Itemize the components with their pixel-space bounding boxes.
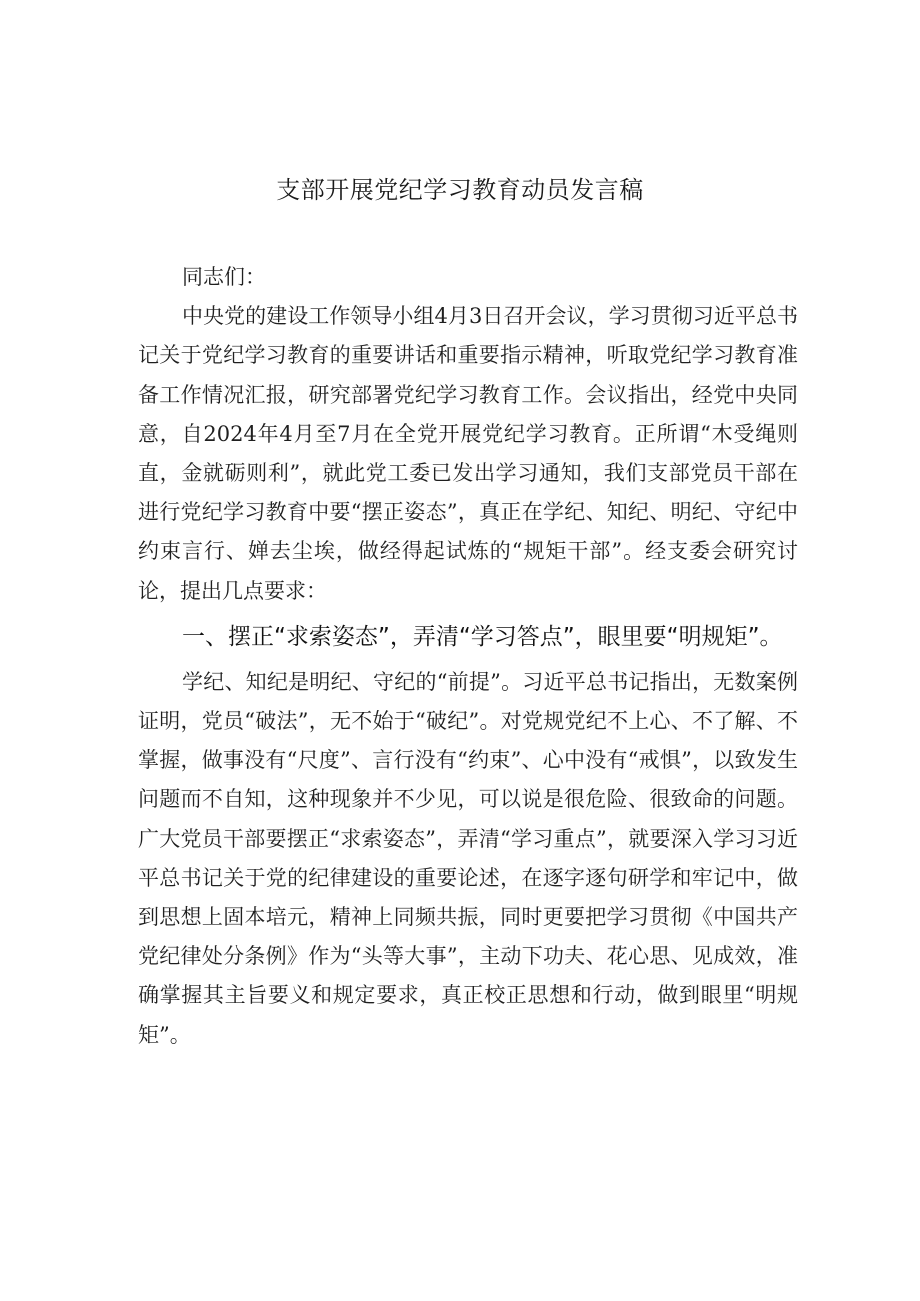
document-body [138,258,798,1055]
salutation: 同志们： [182,265,266,289]
paragraph-1: 中央党的建设工作领导小组4月3日召开会议，学习贯彻习近平总书记关于党纪学习教育的重要讲话和重要指示精神，听取党纪学习教育准备工作情况汇报，研究部署党纪学习教育工作。会议指出，经党中央同意，自2024年4月至7月在全党开展党纪学习教育。正所谓“木受绳则直，金就砺则利”，就此党工委已发出学习通知，我们支部党员干部在进行党纪学习教育中要“摆正姿态”，真正在学纪、知纪、明纪、守纪中约束言行、婵去尘埃，做经得起试炼的“规矩干部”。经支委会研究讨论，提出几点要求： [138,304,798,603]
section-heading-1: 一、摆正“求索姿态”，弄清“学习答点”，眼里要“明规矩”。 [182,623,783,650]
document-title: 支部开展党纪学习教育动员发言稿 [276,176,644,204]
paragraph-2: 学纪、知纪是明纪、守纪的“前提”。习近平总书记指出，无数案例证明，党员“破法”，无不始于“破纪”。对党规党纪不上心、不了解、不掌握，做事没有“尺度”、言行没有“约束”、心中没有“戒惧”，以致发生问题而不自知，这种现象并不少见，可以说是很危险、很致命的问题。广大党员干部要摆正“求索姿态”，弄清“学习重点”，就要深入学习习近平总书记关于党的纪律建设的重要论述，在逐字逐句研学和牢记中，做到思想上固本培元，精神上同频共振，同时更要把学习贯彻《中国共产党纪律处分条例》作为“头等大事”，主动下功夫、花心思、见成效，准确掌握其主旨要义和规定要求，真正校正思想和行动，做到眼里“明规矩”。 [138,669,798,1047]
